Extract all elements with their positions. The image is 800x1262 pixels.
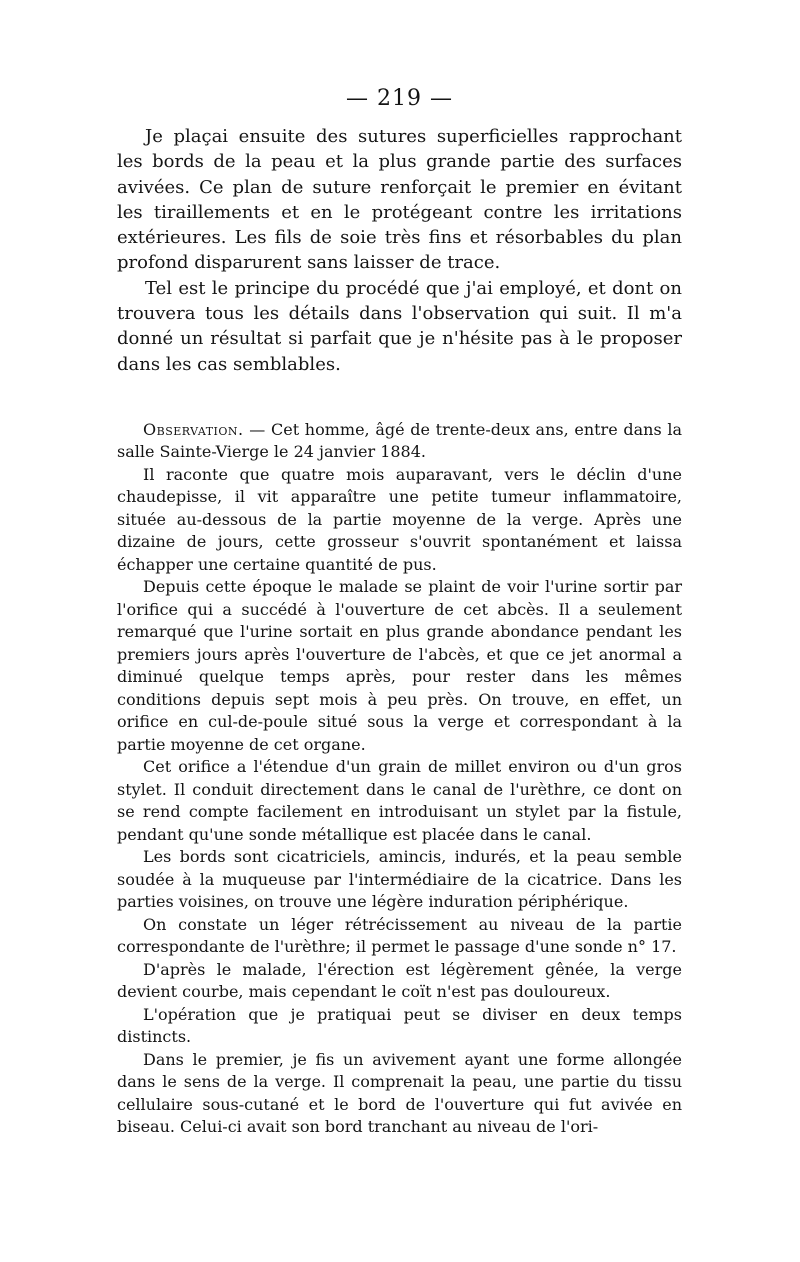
page-number: — 219 — xyxy=(346,86,453,111)
observation-paragraph: Les bords sont cicatriciels, amincis, indurés, et la peau semble soudée à la muqueuse par l'intermédiaire de la cicatrice. Dans les parties voisines, on trouve une légère induration périphérique. xyxy=(117,847,682,912)
observation-paragraph: L'opération que je pratiquai peut se diviser en deux temps distincts. xyxy=(117,1004,682,1047)
book-page xyxy=(117,84,682,1139)
observation-intro-paragraph xyxy=(117,419,682,464)
observation-intro-text: — Cet homme, âgé de trente-deux ans, entre dans la salle Sainte-Vierge le 24 janvier 1884. xyxy=(117,419,682,462)
observation-paragraph: Depuis cette époque le malade se plaint de voir l'urine sortir par l'orifice qui a succédé à l'ouverture de cet abcès. Il a seulement remarqué que l'urine sortait en plus grande abondance pendant les premiers jours après l'ouverture de l'abcès, et que ce jet anormal a diminué quelque temps après, pour rester dans les mêmes conditions depuis sept mois à peu près. On trouve, en effet, un orifice en cul-de-poule situé sous la verge et correspondant à la partie moyenne de cet organe. xyxy=(117,577,682,754)
observation-paragraph: Dans le premier, je fis un avivement ayant une forme allongée dans le sens de la verge. Il comprenait la peau, une partie du tissu cellulaire sous-cutané et le bord de l'ouverture qui fut avivée en biseau. Celui-ci avait son bord tranchant au niveau de l'ori- xyxy=(117,1049,682,1137)
observation-heading: Observation. xyxy=(143,419,244,439)
section-gap xyxy=(117,377,682,419)
observation-paragraph: On constate un léger rétrécissement au niveau de la partie correspondante de l'urèthre; il permet le passage d'une sonde n° 17. xyxy=(117,914,682,957)
body-paragraph: Je plaçai ensuite des sutures superficielles rapprochant les bords de la peau et la plus grande partie des surfaces avivées. Ce plan de suture renforçait le premier en évitant les tiraillements et en le protégeant contre les irritations extérieures. Les fils de soie très fins et résorbables du plan profond disparurent sans laisser de trace. xyxy=(117,126,682,274)
body-paragraph: Tel est le principe du procédé que j'ai employé, et dont on trouvera tous les détails dans l'observation qui suit. Il m'a donné un résultat si parfait que je n'hésite pas à le proposer dans les cas semblables. xyxy=(117,277,682,375)
observation-paragraph: Cet orifice a l'étendue d'un grain de millet environ ou d'un gros stylet. Il conduit directement dans le canal de l'urèthre, ce dont on se rend compte facilement en introduisant un stylet par la fistule, pendant qu'une sonde métallique est placée dans le canal. xyxy=(117,757,682,844)
observation-paragraph: D'après le malade, l'érection est légèrement gênée, la verge devient courbe, mais cependant le coït n'est pas douloureux. xyxy=(117,959,682,1002)
observation-paragraph: Il raconte que quatre mois auparavant, vers le déclin d'une chaudepisse, il vit apparaître une petite tumeur inflammatoire, située au-dessous de la partie moyenne de la verge. Après une dizaine de jours, cette grosseur s'ouvrit spontanément et laissa échapper une certaine quantité de pus. xyxy=(117,464,682,574)
